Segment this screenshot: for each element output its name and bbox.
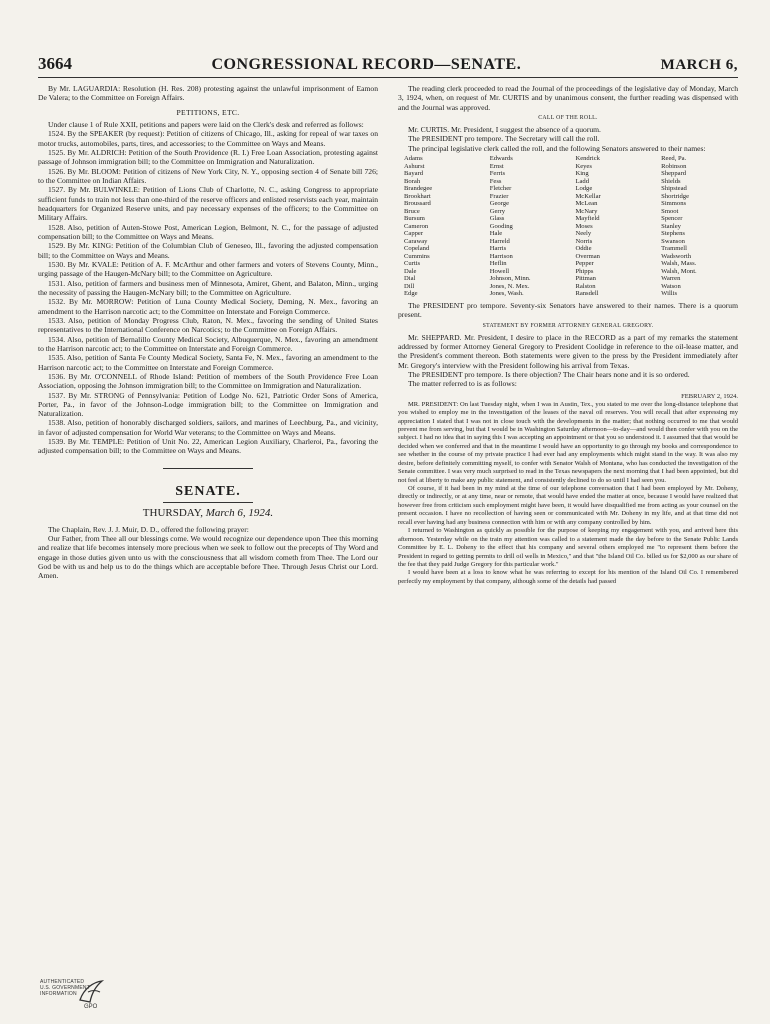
senator-name: Ernst — [489, 162, 504, 170]
objection-paragraph: The PRESIDENT pro tempore. Is there objection? The Chair hears none and it is so ordered. — [408, 369, 690, 379]
petition-paragraph: 1536. By Mr. O'CONNELL of Rhode Island: Petition of members of the South Providence Free Loan Association, opposing the Johnson immigration bill; to the Committee on Immigration and Naturalization. — [38, 371, 378, 391]
prayer-paragraph: Our Father, from Thee all our blessings come. We would recognize our dependence upon Thee this morning and realize that life becomes intensely more precious when we seek to follow out the precepts of Thy Word and engage in those duties given unto us with the consciousness that all wisdom cometh from Thee. The Lord our God be with us and help us to do the things which are acceptable before Thee. Through Jesus Christ our Lord. Amen. — [38, 533, 378, 581]
senator-name: Oddie — [575, 245, 592, 253]
logo-line: INFORMATION — [40, 990, 77, 997]
senator-name: McNary — [575, 207, 598, 215]
senator-name: Pittman — [575, 275, 596, 283]
senator-name: Stephens — [661, 230, 685, 238]
senator-name: Cameron — [404, 222, 429, 230]
right-column — [398, 84, 738, 586]
petitions-list — [38, 120, 378, 456]
statement-heading: STATEMENT BY FORMER ATTORNEY GENERAL GREGORY. — [482, 322, 654, 329]
clerk-roll-paragraph: The principal legislative clerk called the roll, and the following Senators answered to their names: — [408, 143, 706, 153]
senator-name: Fess — [489, 177, 502, 185]
senator-name: Howell — [489, 267, 510, 275]
senate-date-value: March 6, 1924. — [205, 507, 274, 520]
senate-date — [38, 507, 378, 521]
petition-paragraph: 1531. Also, petition of farmers and business men of Minnesota, Amiret, Ghent, and Balaton, Minn., urging the necessity of passing the Haugen-McNary bill; to the Committee on Agriculture. — [38, 278, 378, 297]
senator-name: Borah — [404, 177, 421, 185]
senator-name: Gerry — [489, 207, 506, 215]
senator-name: Harreld — [489, 237, 510, 245]
senator-name: Smoot — [661, 207, 679, 215]
senator-name: Bursum — [404, 215, 425, 223]
senator-name: Willis — [661, 290, 678, 298]
petition-paragraph: 1526. By Mr. BLOOM: Petition of citizens of New York City, N. Y., opposing section 4 of Senate bill 726; to the Committee on Indian Affairs. — [38, 166, 378, 185]
senator-name: Harrison — [489, 252, 513, 260]
referred-paragraph: The matter referred to is as follows: — [408, 379, 517, 389]
petition-paragraph: 1530. By Mr. KVALE: Petition of A. F. McArthur and other farmers and voters of Stevens County, Minn., urging passage of the Haugen-McNary bill; to the Committee on Agriculture. — [38, 259, 378, 279]
senator-name: Ralston — [575, 282, 596, 290]
senator-name: Neely — [575, 230, 592, 238]
senator-name-column — [404, 155, 481, 298]
page-number: 3664 — [38, 54, 72, 73]
senator-name-column — [575, 155, 652, 298]
petition-paragraph: 1538. Also, petition of honorably discharged soldiers, sailors, and marines of Leechburg, Pa., and vicinity, in favor of adjusted compensation for World War veterans; to the Committee on Ways and Means. — [38, 418, 378, 437]
senator-name: Brandegee — [404, 185, 433, 193]
senator-name: McLean — [575, 200, 598, 208]
senator-name: Gooding — [489, 222, 513, 230]
senator-name: Bruce — [404, 207, 420, 215]
senator-name: Caraway — [404, 237, 428, 245]
senator-name: Copeland — [404, 245, 430, 253]
senator-name: George — [489, 200, 510, 208]
senator-name: Fletcher — [489, 185, 512, 193]
senator-name: Dale — [404, 267, 417, 275]
senator-name: Cummins — [404, 252, 430, 260]
senator-name: Moses — [575, 222, 593, 230]
senator-name: Jones, N. Mex. — [489, 282, 530, 290]
senator-name: Brookhart — [404, 192, 431, 200]
senator-name: Overman — [575, 252, 600, 260]
left-column — [38, 84, 378, 586]
letter-paragraph: I returned to Washington as quickly as possible for the purpose of keeping my engagement with you, and arrived here this afternoon. Yesterday while on the train my attention was called to a statement made the day before to the Senate Public Lands Committee by E. L. Doheny to the effect that his company and several others employed me "to represent them before the President in regard to getting permits to drill oil wells in Mexico," and that "the Island Oil Co. billed us for $2,000 as our share of the fee that they paid Judge Gregory for this particular work." — [398, 527, 738, 568]
chaplain-paragraph: The Chaplain, Rev. J. J. Muir, D. D., offered the following prayer: — [48, 524, 249, 534]
senator-name: Harris — [489, 245, 507, 253]
senator-name: Lodge — [575, 185, 593, 193]
page-title: CONGRESSIONAL RECORD—SENATE. — [211, 56, 522, 73]
senator-name: Dill — [404, 282, 415, 290]
logo-line: U.S. GOVERNMENT — [40, 984, 90, 991]
letter-body — [398, 401, 738, 587]
senator-name: Stanley — [661, 222, 681, 230]
senator-name: Wadsworth — [661, 252, 692, 260]
logo-line: AUTHENTICATED — [40, 979, 85, 985]
page — [38, 54, 738, 586]
senator-name: Edwards — [489, 155, 513, 163]
petitions-heading: PETITIONS, ETC. — [176, 107, 240, 117]
senator-name: Keyes — [575, 162, 592, 170]
senator-name: King — [575, 170, 589, 178]
letter-paragraph: I would have been at a loss to know what he was referring to except for his mention of the Island Oil Co. I remembered perfectly my employment by that company, although some of the details had passed — [398, 569, 738, 585]
letter-paragraph: Of course, if it had been in my mind at the time of our telephone conversation that I had been employed by Mr. Doheny, directly or indirectly, or at any time, near or remote, that would have ended the matter at once, because I would have realized that however free from criticism such employment might have been, it would have disqualified me from acting as your counsel on the present occasion. I have no recollection of having seen or communicated with Mr. Doheny in my life, and at that time did not recall ever having had any business connection with him or with any company controlled by him. — [398, 485, 738, 526]
senator-name: Glass — [489, 215, 505, 223]
sheppard-paragraph: Mr. SHEPPARD. Mr. President, I desire to place in the RECORD as a part of my remarks the statement addressed by former Attorney General Gregory to President Coolidge in reference to the oil-lease matter, and the President's comment thereon. Both statements were given to the press by the President immediately after Mr. Gregory's interview with the President following his arrival from Texas. — [398, 332, 738, 370]
senator-name: Heflin — [489, 260, 507, 268]
gpo-label: GPO — [84, 1004, 98, 1010]
senator-name: Ransdell — [575, 290, 599, 298]
senator-name: Shipstead — [661, 185, 687, 193]
senator-name: Ferris — [489, 170, 506, 178]
senator-name: Walsh, Mass. — [661, 260, 697, 268]
senator-names — [404, 155, 738, 298]
letter-paragraph: MR. PRESIDENT: On last Tuesday night, when I was in Austin, Tex., you stated to me over the long-distance telephone that you wished to employ me in the investigation of the leases of the naval oil reserves. You will recall that after expressing my appreciation I stated that I was not in close touch with the developments in the matter; that nothing occurred to me that would prevent me from serving, but that I would be in Washington Saturday afternoon—to-day—and would then confer with you on the subject. I had no idea that in saying this I was accepting an appointment or that you so understood it. I assumed that that would be decided when we conferred and that in the meantime I would have an opportunity to go through my books and correspondence to see whether in the course of my private practice I had ever had any employments which might stand in the way. It was also my desire, before definitely committing myself, to confer with Senator Walsh of Montana, who has conducted the investigation of the Senate committee. I was very much surprised to read in the Texas newspapers the next morning that I had been appointed, but did not feel at liberty to make any public statement, and consistently declined to do so until I had seen you. — [398, 400, 738, 484]
senator-name: Shortridge — [661, 192, 689, 200]
senator-name: Warren — [661, 275, 681, 283]
senator-name: Ashurst — [404, 162, 425, 170]
petition-paragraph: 1534. Also, petition of Bernalillo County Medical Society, Albuquerque, N. Mex., favoring an amendment to the Harrison narcotic act; to the Committee on Interstate and Foreign Commerce. — [38, 334, 378, 353]
senator-name: Robinson — [661, 162, 687, 170]
senator-name: Spencer — [661, 215, 683, 223]
page-date: MARCH 6, — [660, 57, 738, 73]
senator-name: Mayfield — [575, 215, 600, 223]
senator-name: Reed, Pa. — [661, 155, 687, 163]
senator-name: Sheppard — [661, 170, 687, 178]
senator-name-column — [490, 155, 567, 298]
petition-paragraph: 1524. By the SPEAKER (by request): Petition of citizens of Chicago, Ill., asking for repeal of war taxes on motor trucks, automobiles, parts, tires, and accessories; to the Committee on Ways and Means. — [38, 129, 378, 148]
gpo-authentication-logo — [40, 978, 110, 1018]
petition-paragraph: 1528. Also, petition of Auten-Stowe Post, American Legion, Belmont, N. C., for the passage of adjusted compensation bill; to the Committee on Ways and Means. — [38, 222, 378, 241]
senator-name: Curtis — [404, 260, 421, 268]
letter-date: FEBRUARY 2, 1924. — [681, 392, 738, 400]
quorum-paragraph: The PRESIDENT pro tempore. Seventy-six Senators have answered to their names. There is a quorum present. — [398, 300, 738, 320]
petition-paragraph: Under clause 1 of Rule XXII, petitions and papers were laid on the Clerk's desk and referred as follows: — [48, 119, 364, 129]
roll-heading: CALL OF THE ROLL. — [538, 114, 598, 121]
senator-name: Ladd — [575, 177, 589, 185]
senator-name: Swanson — [661, 237, 685, 245]
senator-name: Johnson, Minn. — [489, 275, 531, 283]
senator-name: Dial — [404, 275, 416, 283]
eagle-icon — [76, 978, 106, 1006]
senator-name-column — [661, 155, 738, 298]
petition-paragraph: 1533. Also, petition of Monday Progress Club, Raton, N. Mex., favoring the sending of United States representatives to the International Conference on Narcotics; to the Committee on Foreign Affairs. — [38, 315, 378, 335]
petition-paragraph: 1529. By Mr. KING: Petition of the Columbian Club of Geneseo, Ill., favoring the adjusted compensation bill; to the Committee on Ways and Means. — [38, 241, 378, 260]
president-roll-paragraph: The PRESIDENT pro tempore. The Secretary will call the roll. — [408, 134, 600, 144]
curtis-paragraph: Mr. CURTIS. Mr. President, I suggest the absence of a quorum. — [408, 125, 601, 135]
senator-name: Shields — [661, 177, 681, 185]
senator-name: Phipps — [575, 267, 594, 275]
senator-name: Adams — [404, 155, 423, 163]
petition-paragraph: 1537. By Mr. STRONG of Pennsylvania: Petition of Lodge No. 621, Patriotic Order Sons of America, Porter, Pa., in favor of the Johnson-Lodge immigration bill; to the Committee on Immigration and Naturalization. — [38, 390, 378, 419]
petition-paragraph: 1535. Also, petition of Santa Fe County Medical Society, Santa Fe, N. Mex., favoring an amendment to the Harrison narcotic act; to the Committee on Interstate and Foreign Commerce. — [38, 353, 378, 372]
petition-paragraph: 1532. By Mr. MORROW: Petition of Luna County Medical Society, Deming, N. Mex., favoring an amendment to the Harrison narcotic act; to the Committee on Interstate and Foreign Commerce. — [38, 297, 378, 316]
senator-name: Frazier — [489, 192, 509, 200]
senator-name: Walsh, Mont. — [661, 267, 697, 275]
divider — [163, 468, 253, 469]
page-header — [38, 54, 738, 78]
divider — [163, 502, 253, 503]
senator-name: Jones, Wash. — [489, 290, 524, 298]
senator-name: Watson — [661, 282, 681, 290]
petition-paragraph: 1539. By Mr. TEMPLE: Petition of Unit No. 22, American Legion Auxiliary, Charleroi, Pa., favoring the adjusted compensation bill; to the Committee on Ways and Means. — [38, 437, 378, 456]
senate-weekday: THURSDAY, — [142, 507, 204, 520]
senate-heading: SENATE. — [175, 483, 241, 499]
senator-name: Bayard — [404, 170, 424, 178]
senator-name: Broussard — [404, 200, 431, 208]
senator-name: Pepper — [575, 260, 594, 268]
senator-name: Simmons — [661, 200, 687, 208]
columns — [38, 84, 738, 586]
senator-name: Edge — [404, 290, 418, 298]
senator-name: Norris — [575, 237, 593, 245]
petition-paragraph: 1525. By Mr. ALDRICH: Petition of the South Providence (R. I.) Free Loan Association, protesting against passage of Johnson immigration bill; to the Committee on Immigration and Naturalization. — [38, 147, 378, 167]
senator-name: McKellar — [575, 192, 601, 200]
senator-name: Kendrick — [575, 155, 600, 163]
resolution-paragraph: By Mr. LAGUARDIA: Resolution (H. Res. 208) protesting against the unlawful imprisonment of Eamon De Valera; to the Committee on Foreign Affairs. — [38, 84, 378, 103]
petition-paragraph: 1527. By Mr. BULWINKLE: Petition of Lions Club of Charlotte, N. C., asking Congress to appropriate sufficient funds to train not less than one-third of the reserve officers and enlisted reservists each year, maintain headquarters for Organized Reserve units, and pay necessary expenses of the officers; to the Committee on Military Affairs. — [38, 185, 378, 223]
senator-name: Hale — [489, 230, 503, 238]
senator-name: Capper — [404, 230, 424, 238]
journal-paragraph: The reading clerk proceeded to read the Journal of the proceedings of the legislative day of Monday, March 3, 1924, when, on request of Mr. CURTIS and by unanimous consent, the further reading was dispensed with and the Journal was approved. — [398, 84, 738, 112]
senator-name: Trammell — [661, 245, 687, 253]
